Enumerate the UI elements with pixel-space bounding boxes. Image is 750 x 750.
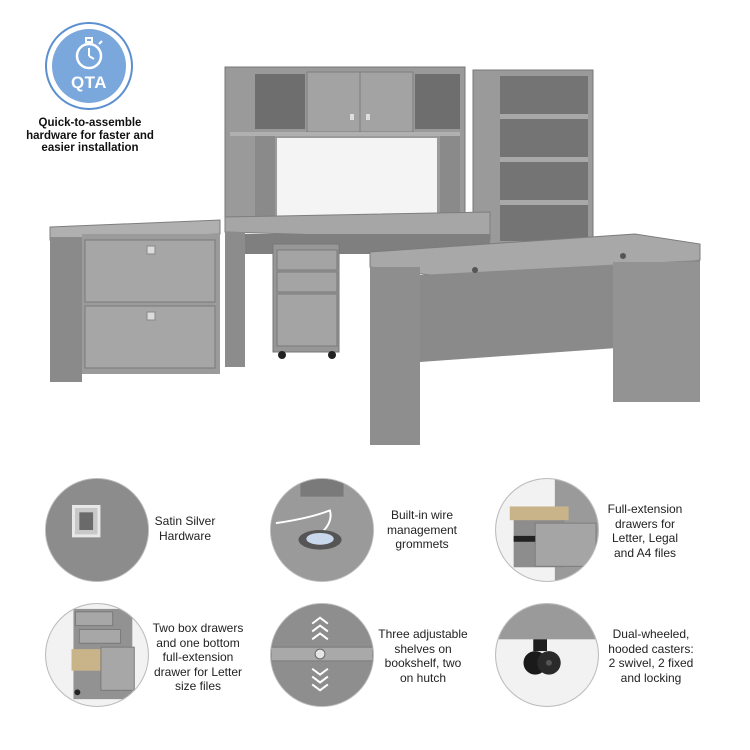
feature-circle-casters — [495, 603, 599, 707]
lateral-file-cabinet — [50, 220, 220, 382]
feature-circle-shelves — [270, 603, 374, 707]
feature-text-box-drawers: Two box drawers and one bottom full-extension drawer for Letter size files — [152, 621, 244, 693]
office-furniture-set-image — [45, 62, 710, 452]
feature-circle-grommets — [270, 478, 374, 582]
bookshelf — [473, 70, 593, 245]
hutch — [225, 67, 465, 218]
feature-text-grommets: Built-in wire management grommets — [386, 508, 458, 551]
box-drawers-icon — [46, 604, 148, 706]
file-drawer-icon — [496, 479, 598, 581]
feature-circle-hardware — [45, 478, 149, 582]
bow-front-desk — [370, 234, 700, 445]
feature-circle-file-drawer — [495, 478, 599, 582]
wire-grommet-icon — [271, 479, 373, 581]
shelf-adjust-icon — [271, 604, 373, 706]
drawer-pull-icon — [46, 479, 148, 581]
feature-text-file-drawer: Full-extension drawers for Letter, Legal and A4 files — [607, 502, 683, 560]
feature-text-shelves: Three adjustable shelves on bookshelf, two on hutch — [378, 627, 468, 685]
caster-icon — [496, 604, 598, 706]
feature-text-hardware: Satin Silver Hardware — [154, 514, 216, 543]
qta-label: QTA — [70, 73, 108, 92]
mobile-file-cabinet — [273, 244, 339, 359]
feature-text-casters: Dual-wheeled, hooded casters: 2 swivel, 2 fixed and locking — [608, 627, 694, 685]
feature-circle-box-drawers — [45, 603, 149, 707]
qta-caption: Quick-to-assemble hardware for faster and easier installation — [26, 117, 154, 154]
